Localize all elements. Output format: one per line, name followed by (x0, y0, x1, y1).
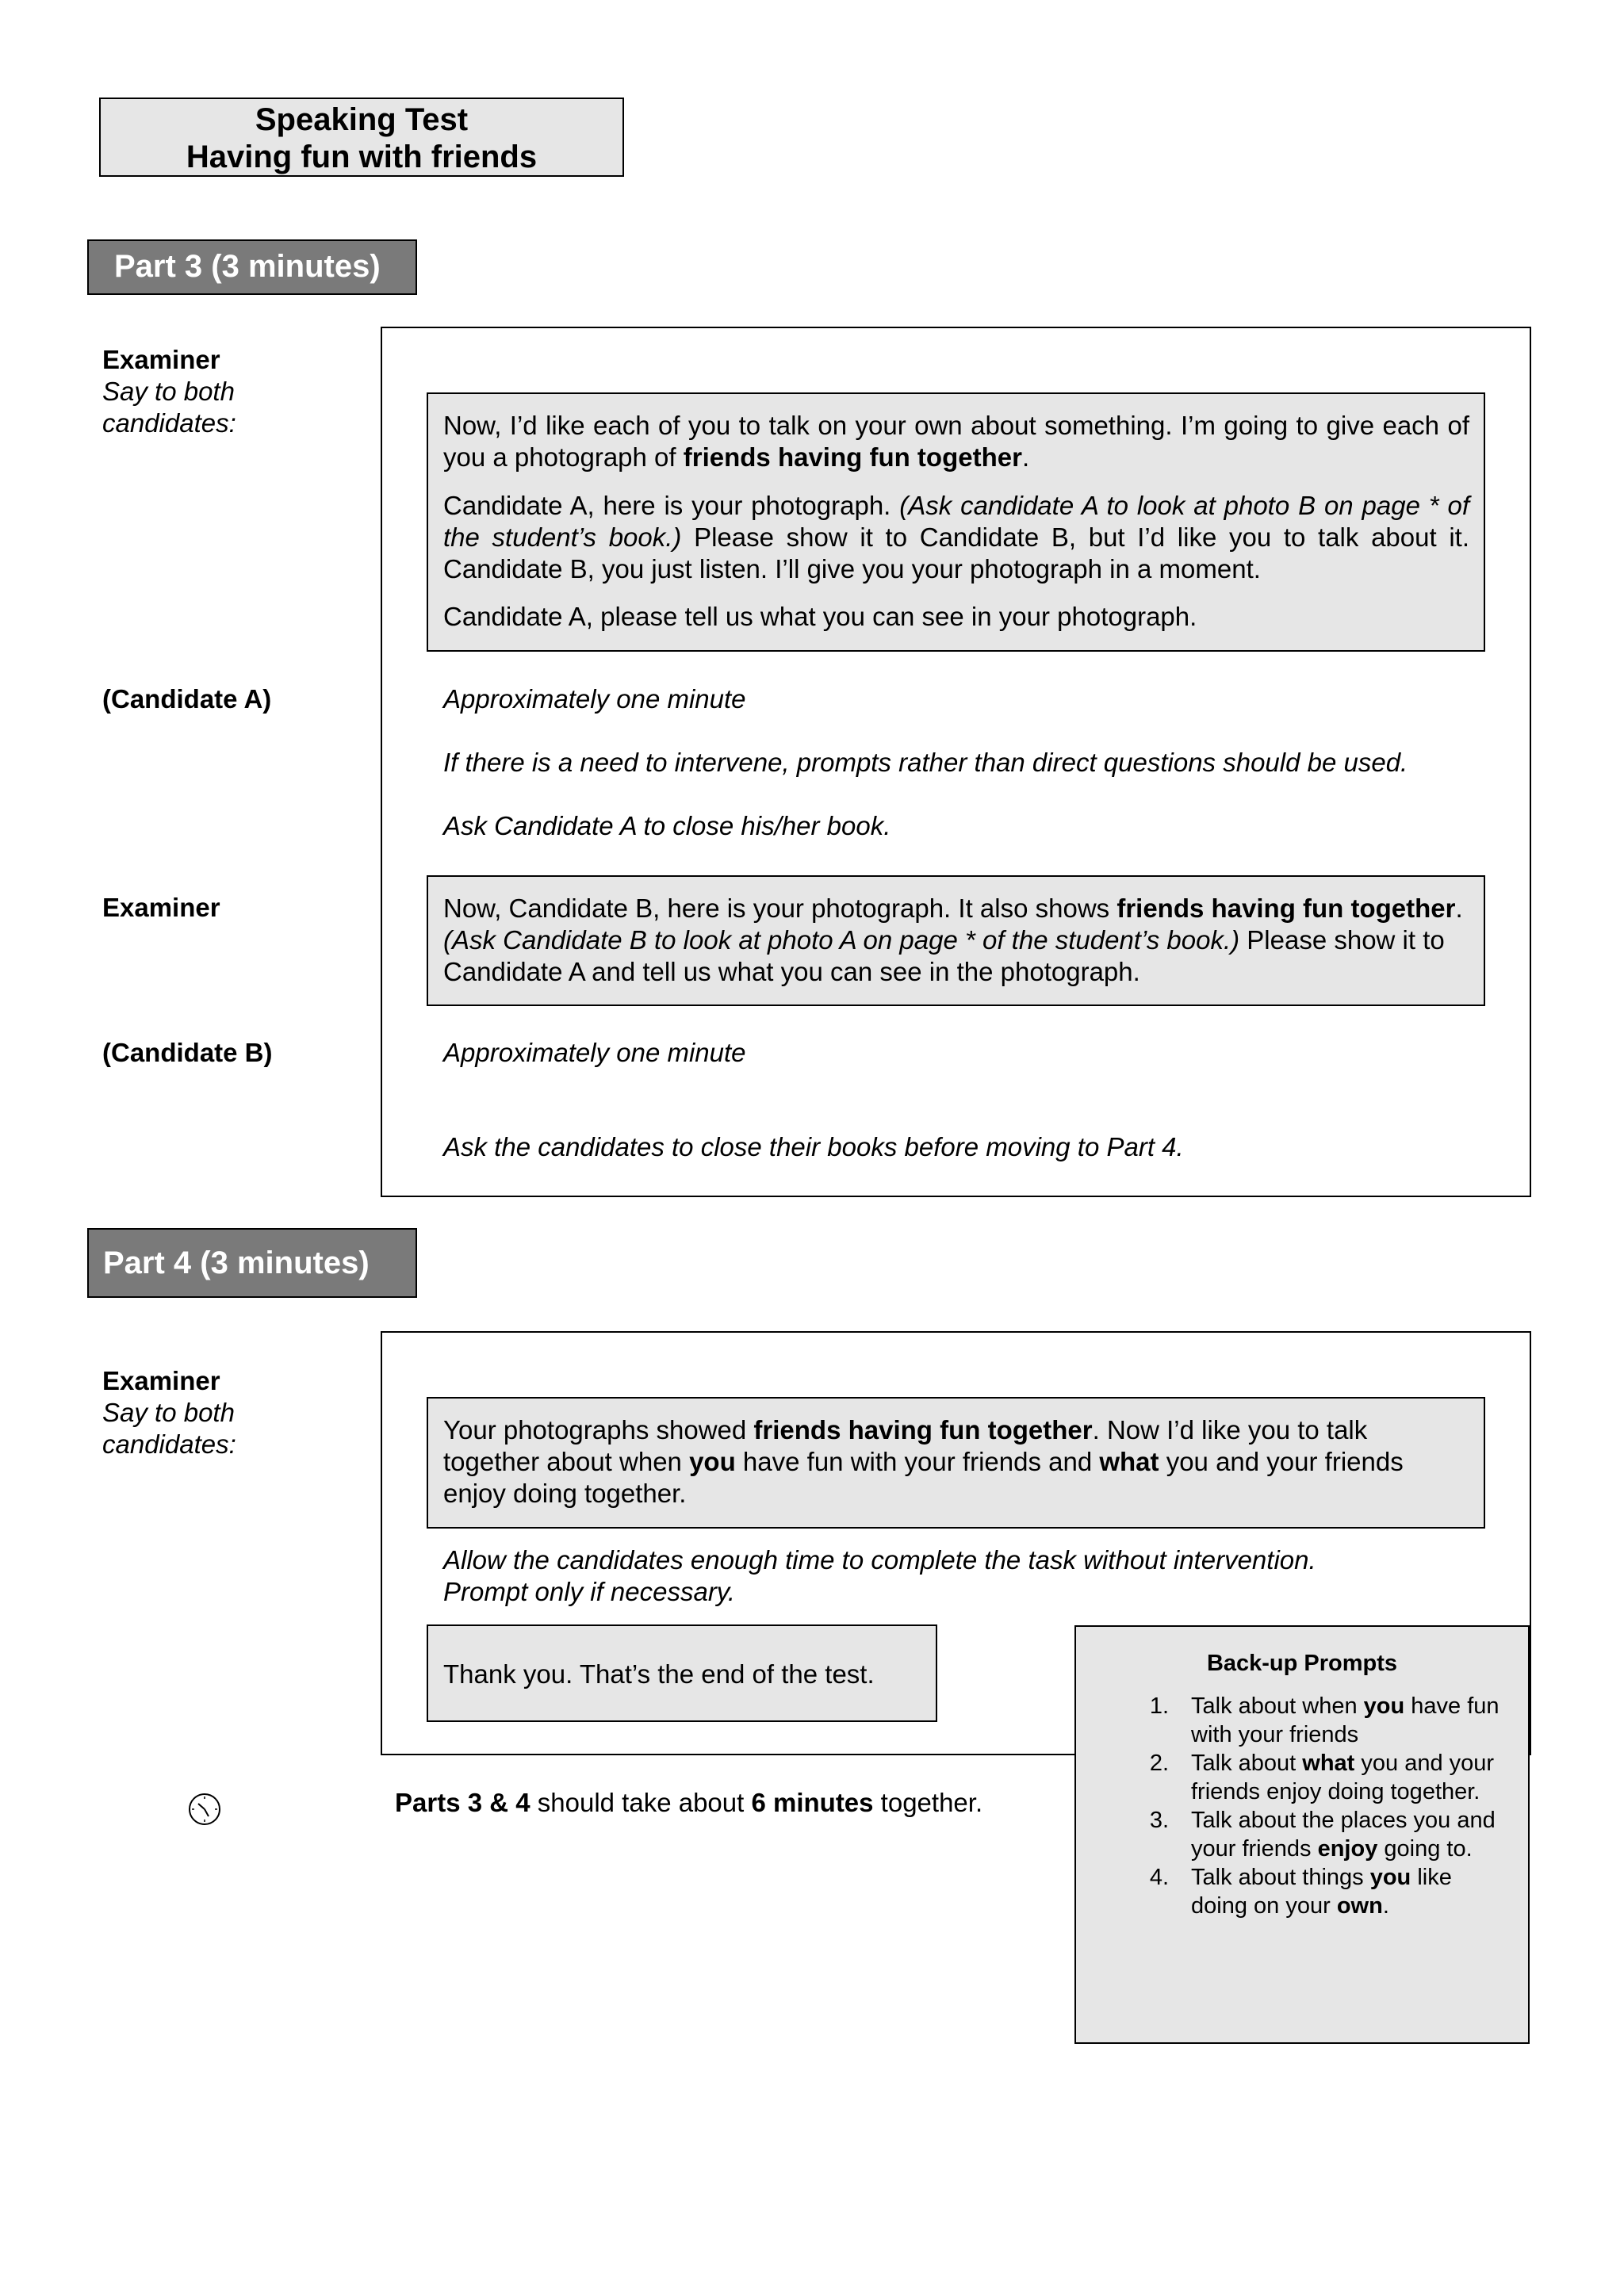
close-book-a-note: Ask Candidate A to close his/her book. (443, 811, 891, 840)
allow-time-line-2: Prompt only if necessary. (443, 1577, 736, 1606)
allow-time-note (443, 1544, 1316, 1608)
backup-prompts-title: Back-up Prompts (1206, 1651, 1398, 1676)
part3-examiner-label-2: Examiner (102, 893, 220, 922)
test-title: Speaking Test (255, 102, 469, 137)
thank-you-text: Thank you. That’s the end of the test. (443, 1659, 875, 1689)
backup-prompt-item: 1. Talk about when you have fun with your friends (1149, 1693, 1500, 1747)
part4-examiner-block (102, 1365, 340, 1460)
close-books-note: Ask the candidates to close their books before moving to Part 4. (443, 1132, 1184, 1161)
part4-say-to-both: Say to both candidates: (102, 1398, 236, 1459)
test-title-box (99, 98, 624, 177)
backup-prompt-item: 3. Talk about the places you and your friends enjoy going to. (1149, 1808, 1496, 1862)
backup-prompt-item: 4. Talk about things you like doing on your own. (1149, 1865, 1452, 1919)
test-subtitle: Having fun with friends (186, 140, 538, 174)
allow-time-line-1: Allow the candidates enough time to complete the task without intervention. (443, 1545, 1316, 1575)
clock-icon (187, 1792, 222, 1827)
part3-intro-paragraph: Now, I’d like each of you to talk on your own about something. I’m going to give each of you a photograph of friends having fun together. (443, 411, 1469, 472)
approx-one-minute-a: Approximately one minute (443, 684, 746, 714)
part3-banner-label: Part 3 (3 minutes) (114, 249, 381, 284)
backup-prompts-box (1074, 1625, 1530, 2044)
intervene-note: If there is a need to intervene, prompts rather than direct questions should be used. (443, 748, 1408, 777)
part3-instructions-box (427, 392, 1485, 652)
backup-prompts-list (1076, 1692, 1528, 1920)
approx-one-minute-b: Approximately one minute (443, 1038, 746, 1067)
timing-note: Parts 3 & 4 should take about 6 minutes together. (395, 1788, 983, 1817)
part3-banner (87, 239, 417, 295)
part4-examiner-label: Examiner (102, 1366, 220, 1395)
candidate-a-label: (Candidate A) (102, 684, 272, 714)
part3-candidate-a-paragraph: Candidate A, here is your photograph. (Ask candidate A to look at photo B on page * of the student’s book.) Please show it to Candidate B, but I’d like you to talk about it. Candidate B, you just listen. I’ll give you your photograph in a moment. (443, 491, 1470, 584)
backup-prompt-item: 2. Talk about what you and your friends enjoy doing together. (1149, 1751, 1495, 1804)
part4-banner (87, 1228, 417, 1298)
candidate-b-instructions-box (427, 875, 1485, 1006)
part3-tell-us-paragraph: Candidate A, please tell us what you can see in your photograph. (443, 602, 1197, 631)
thank-you-box (427, 1624, 937, 1722)
candidate-b-paragraph: Now, Candidate B, here is your photograph. It also shows friends having fun together. (Ask Candidate B to look at photo A on page * of the student’s book.) Please show it to Candidate A and tell us what you can see in the photograph. (443, 894, 1463, 986)
part4-instructions-box (427, 1397, 1485, 1529)
part3-examiner-label: Examiner (102, 345, 220, 374)
candidate-b-label: (Candidate B) (102, 1038, 273, 1067)
part3-say-to-both: Say to both candidates: (102, 377, 236, 438)
part4-intro-paragraph: Your photographs showed friends having fun together. Now I’d like you to talk together about when you have fun with your friends and what you and your friends enjoy doing together. (443, 1415, 1404, 1508)
part3-examiner-block (102, 344, 340, 439)
part4-banner-label: Part 4 (3 minutes) (103, 1246, 370, 1280)
